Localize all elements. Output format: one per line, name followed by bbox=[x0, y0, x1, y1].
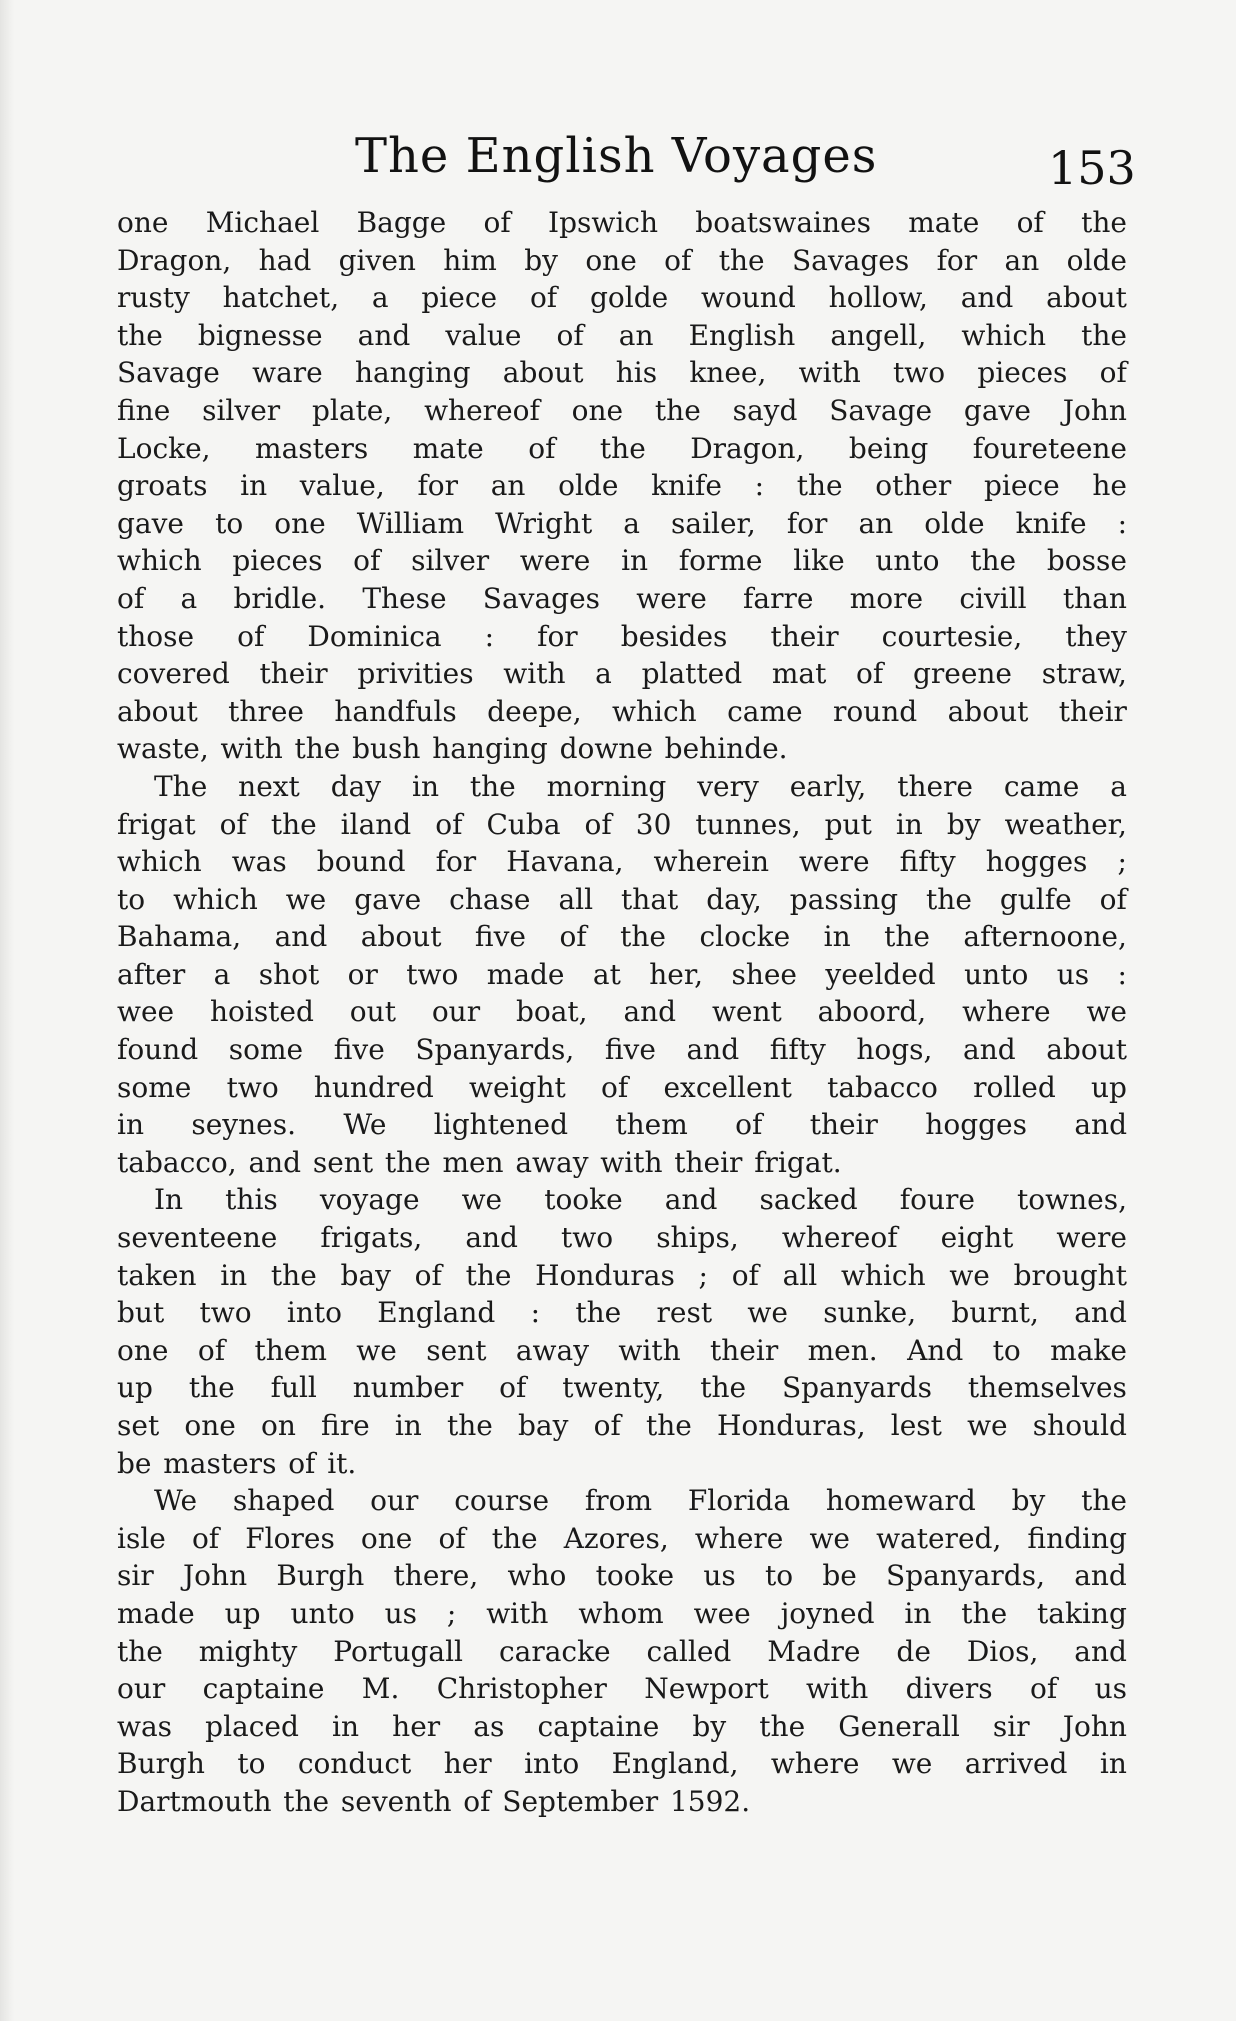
text-line: to which we gave chase all that day, passing the gulfe of bbox=[117, 882, 1127, 916]
text-line: taken in the bay of the Honduras ; of all which we brought bbox=[117, 1258, 1127, 1292]
text-line: some two hundred weight of excellent tabacco rolled up bbox=[117, 1070, 1127, 1104]
text-line: Savage ware hanging about his knee, with two pieces of bbox=[117, 356, 1127, 390]
text-line: sir John Burgh there, who tooke us to be Spanyards, and bbox=[117, 1559, 1127, 1593]
text-line: be masters of it. bbox=[117, 1446, 357, 1480]
text-line: Bahama, and about five of the clocke in the afternoone, bbox=[117, 920, 1127, 954]
body-text bbox=[117, 204, 1127, 1821]
text-line: those of Dominica : for besides their courtesie, they bbox=[117, 619, 1127, 653]
text-line: waste, with the bush hanging downe behinde. bbox=[117, 732, 788, 766]
text-line: which pieces of silver were in forme like unto the bosse bbox=[117, 544, 1127, 578]
text-line: one Michael Bagge of Ipswich boatswaines mate of the bbox=[117, 206, 1127, 239]
text-line: We shaped our course from Florida homeward by the bbox=[154, 1484, 1127, 1518]
text-line: of a bridle. These Savages were farre more civill than bbox=[117, 581, 1127, 615]
text-line: made up unto us ; with whom wee joyned in the taking bbox=[117, 1596, 1127, 1630]
text-line: frigat of the iland of Cuba of 30 tunnes, put in by weather, bbox=[117, 807, 1127, 841]
text-line: groats in value, for an olde knife : the other piece he bbox=[117, 469, 1127, 503]
paragraph bbox=[117, 768, 1127, 1182]
text-line: up the full number of twenty, the Spanyards themselves bbox=[117, 1371, 1127, 1405]
text-line: isle of Flores one of the Azores, where we watered, finding bbox=[117, 1521, 1127, 1555]
text-line: one of them we sent away with their men. And to make bbox=[117, 1333, 1127, 1367]
text-line: was placed in her as captaine by the Generall sir John bbox=[117, 1709, 1127, 1743]
text-line: about three handfuls deepe, which came round about their bbox=[117, 694, 1127, 728]
text-line: but two into England : the rest we sunke, burnt, and bbox=[117, 1296, 1127, 1330]
text-line: Dartmouth the seventh of September 1592. bbox=[117, 1784, 751, 1818]
text-line: wee hoisted out our boat, and went aboord, where we bbox=[117, 995, 1127, 1029]
text-line: seventeene frigats, and two ships, whereof eight were bbox=[117, 1221, 1127, 1255]
text-line: Dragon, had given him by one of the Savages for an olde bbox=[117, 243, 1127, 277]
text-line: set one on fire in the bay of the Honduras, lest we should bbox=[117, 1409, 1127, 1442]
page-number: 153 bbox=[1048, 141, 1136, 195]
text-line: covered their privities with a platted mat of greene straw, bbox=[117, 657, 1127, 691]
text-line: fine silver plate, whereof one the sayd Savage gave John bbox=[117, 393, 1127, 427]
text-line: Burgh to conduct her into England, where we arrived in bbox=[117, 1747, 1127, 1781]
text-line: In this voyage we tooke and sacked foure townes, bbox=[154, 1183, 1127, 1217]
text-line: gave to one William Wright a sailer, for an olde knife : bbox=[117, 506, 1127, 540]
text-line: The next day in the morning very early, there came a bbox=[154, 769, 1127, 803]
text-line: in seynes. We lightened them of their hogges and bbox=[117, 1108, 1127, 1142]
paragraph bbox=[117, 1181, 1127, 1482]
text-line: rusty hatchet, a piece of golde wound hollow, and about bbox=[117, 281, 1127, 315]
text-line: which was bound for Havana, wherein were fifty hogges ; bbox=[117, 845, 1127, 879]
text-line: the bignesse and value of an English angell, which the bbox=[117, 318, 1127, 352]
text-line: tabacco, and sent the men away with their frigat. bbox=[117, 1145, 842, 1179]
text-line: after a shot or two made at her, shee yeelded unto us : bbox=[117, 957, 1127, 991]
paragraph bbox=[117, 204, 1127, 768]
page-scan-edge bbox=[0, 0, 14, 2021]
text-line: the mighty Portugall caracke called Madre de Dios, and bbox=[117, 1634, 1127, 1668]
text-line: found some five Spanyards, five and fifty hogs, and about bbox=[117, 1033, 1127, 1067]
text-line: Locke, masters mate of the Dragon, being foureteene bbox=[117, 431, 1127, 465]
text-line: our captaine M. Christopher Newport with divers of us bbox=[117, 1672, 1127, 1706]
running-title: The English Voyages bbox=[355, 128, 878, 184]
paragraph bbox=[117, 1482, 1127, 1820]
